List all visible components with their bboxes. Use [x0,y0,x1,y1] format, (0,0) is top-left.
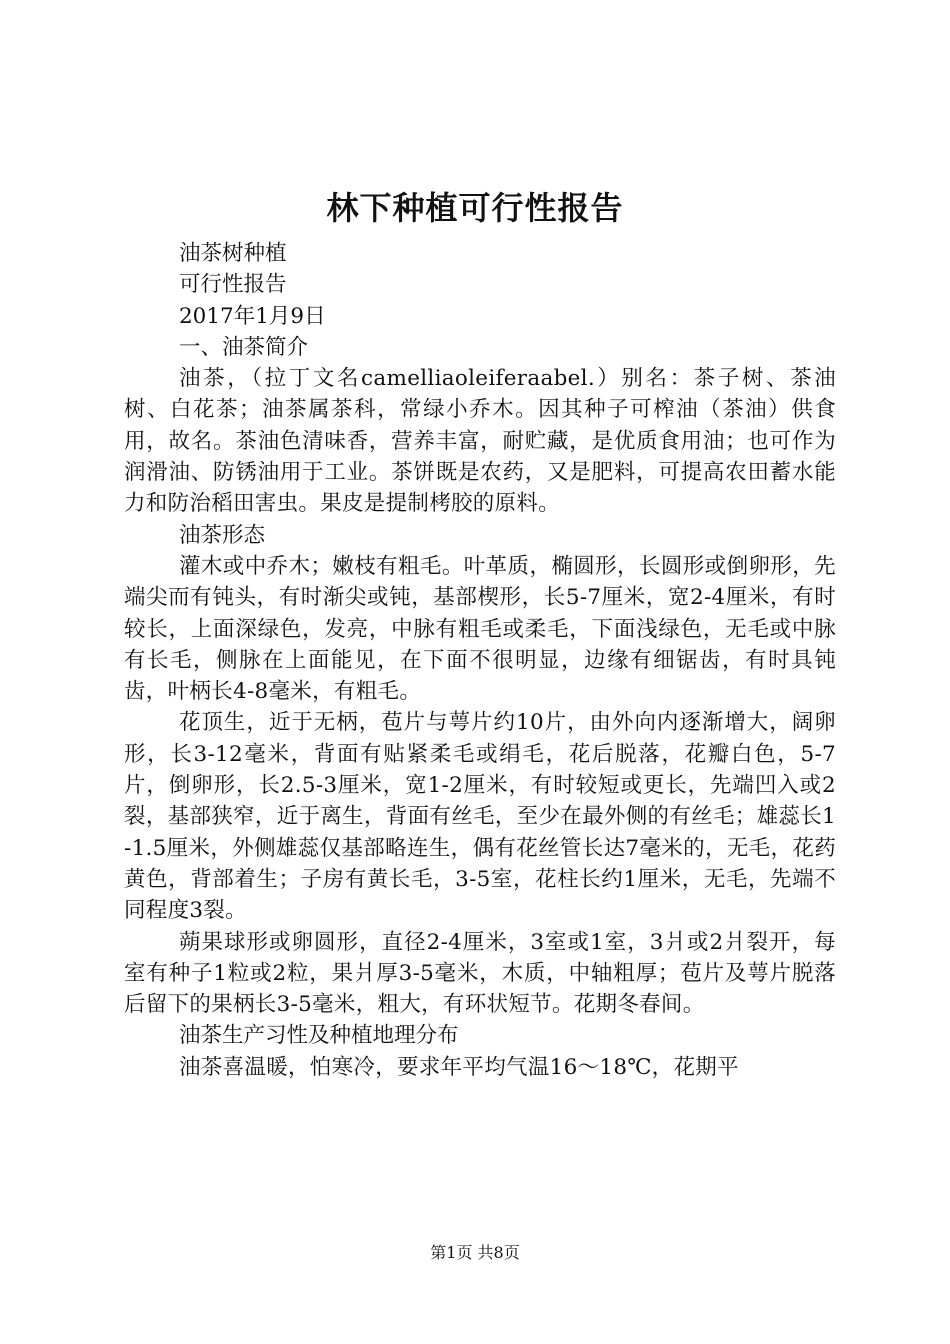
paragraph-climate: 油茶喜温暖，怕寒冷，要求年平均气温16～18℃，花期平 [179,1054,739,1080]
subtitle-line-1: 油茶树种植 [179,241,287,266]
section-heading-habit: 油茶生产习性及种植地理分布 [179,1023,459,1049]
date-line: 2017年1月9日 [179,303,326,329]
section-heading-morphology: 油茶形态 [179,522,266,548]
subtitle-line-2: 可行性报告 [179,272,287,298]
paragraph-fruit: 蒴果球形或卵圆形，直径2-4厘米，3室或1室，3爿或2爿裂开，每室有种子1粒或2粒，果爿厚3-5毫米，木质，中轴粗厚；苞片及萼片脱落后留下的果柄长3-5毫米，粗大，有环状短节。花期冬春间。 [124,929,836,1018]
paragraph-leaf: 灌木或中乔木；嫩枝有粗毛。叶革质，椭圆形，长圆形或倒卵形，先端尖而有钝头，有时渐尖或钝，基部楔形，长5-7厘米，宽2-4厘米，有时较长，上面深绿色，发亮，中脉有粗毛或柔毛，下面浅绿色，无毛或中脉有长毛，侧脉在上面能见，在下面不很明显，边缘有细锯齿，有时具钝齿，叶柄长4-8毫米，有粗毛。 [124,553,836,705]
section-heading-intro: 一、油茶简介 [179,334,309,360]
paragraph-flower: 花顶生，近于无柄，苞片与萼片约10片，由外向内逐渐增大，阔卵形，长3-12毫米，背面有贴紧柔毛或绢毛，花后脱落，花瓣白色，5-7片，倒卵形，长2.5-3厘米，宽1-2厘米，有时较短或更长，先端凹入或2裂，基部狭窄，近于离生，背面有丝毛，至少在最外侧的有丝毛；雄蕊长1-1.5厘米，外侧雄蕊仅基部略连生，偶有花丝管长达7毫米的，无毛，花药黄色，背部着生；子房有黄长毛，3-5室，花柱长约1厘米，无毛，先端不同程度3裂。 [124,710,836,924]
paragraph-intro: 油茶，（拉丁文名camelliaoleiferaabel.）别名：茶子树、茶油树、白花茶；油茶属茶科，常绿小乔木。因其种子可榨油（茶油）供食用，故名。茶油色清味香，营养丰富，耐贮藏，是优质食用油；也可作为润滑油、防锈油用于工业。茶饼既是农药，又是肥料，可提高农田蓄水能力和防治稻田害虫。果皮是提制栲胶的原料。 [124,366,836,517]
page-footer: 第1页 共8页 [430,1243,520,1262]
document-title: 林下种植可行性报告 [326,189,624,227]
document-body [124,238,836,1083]
